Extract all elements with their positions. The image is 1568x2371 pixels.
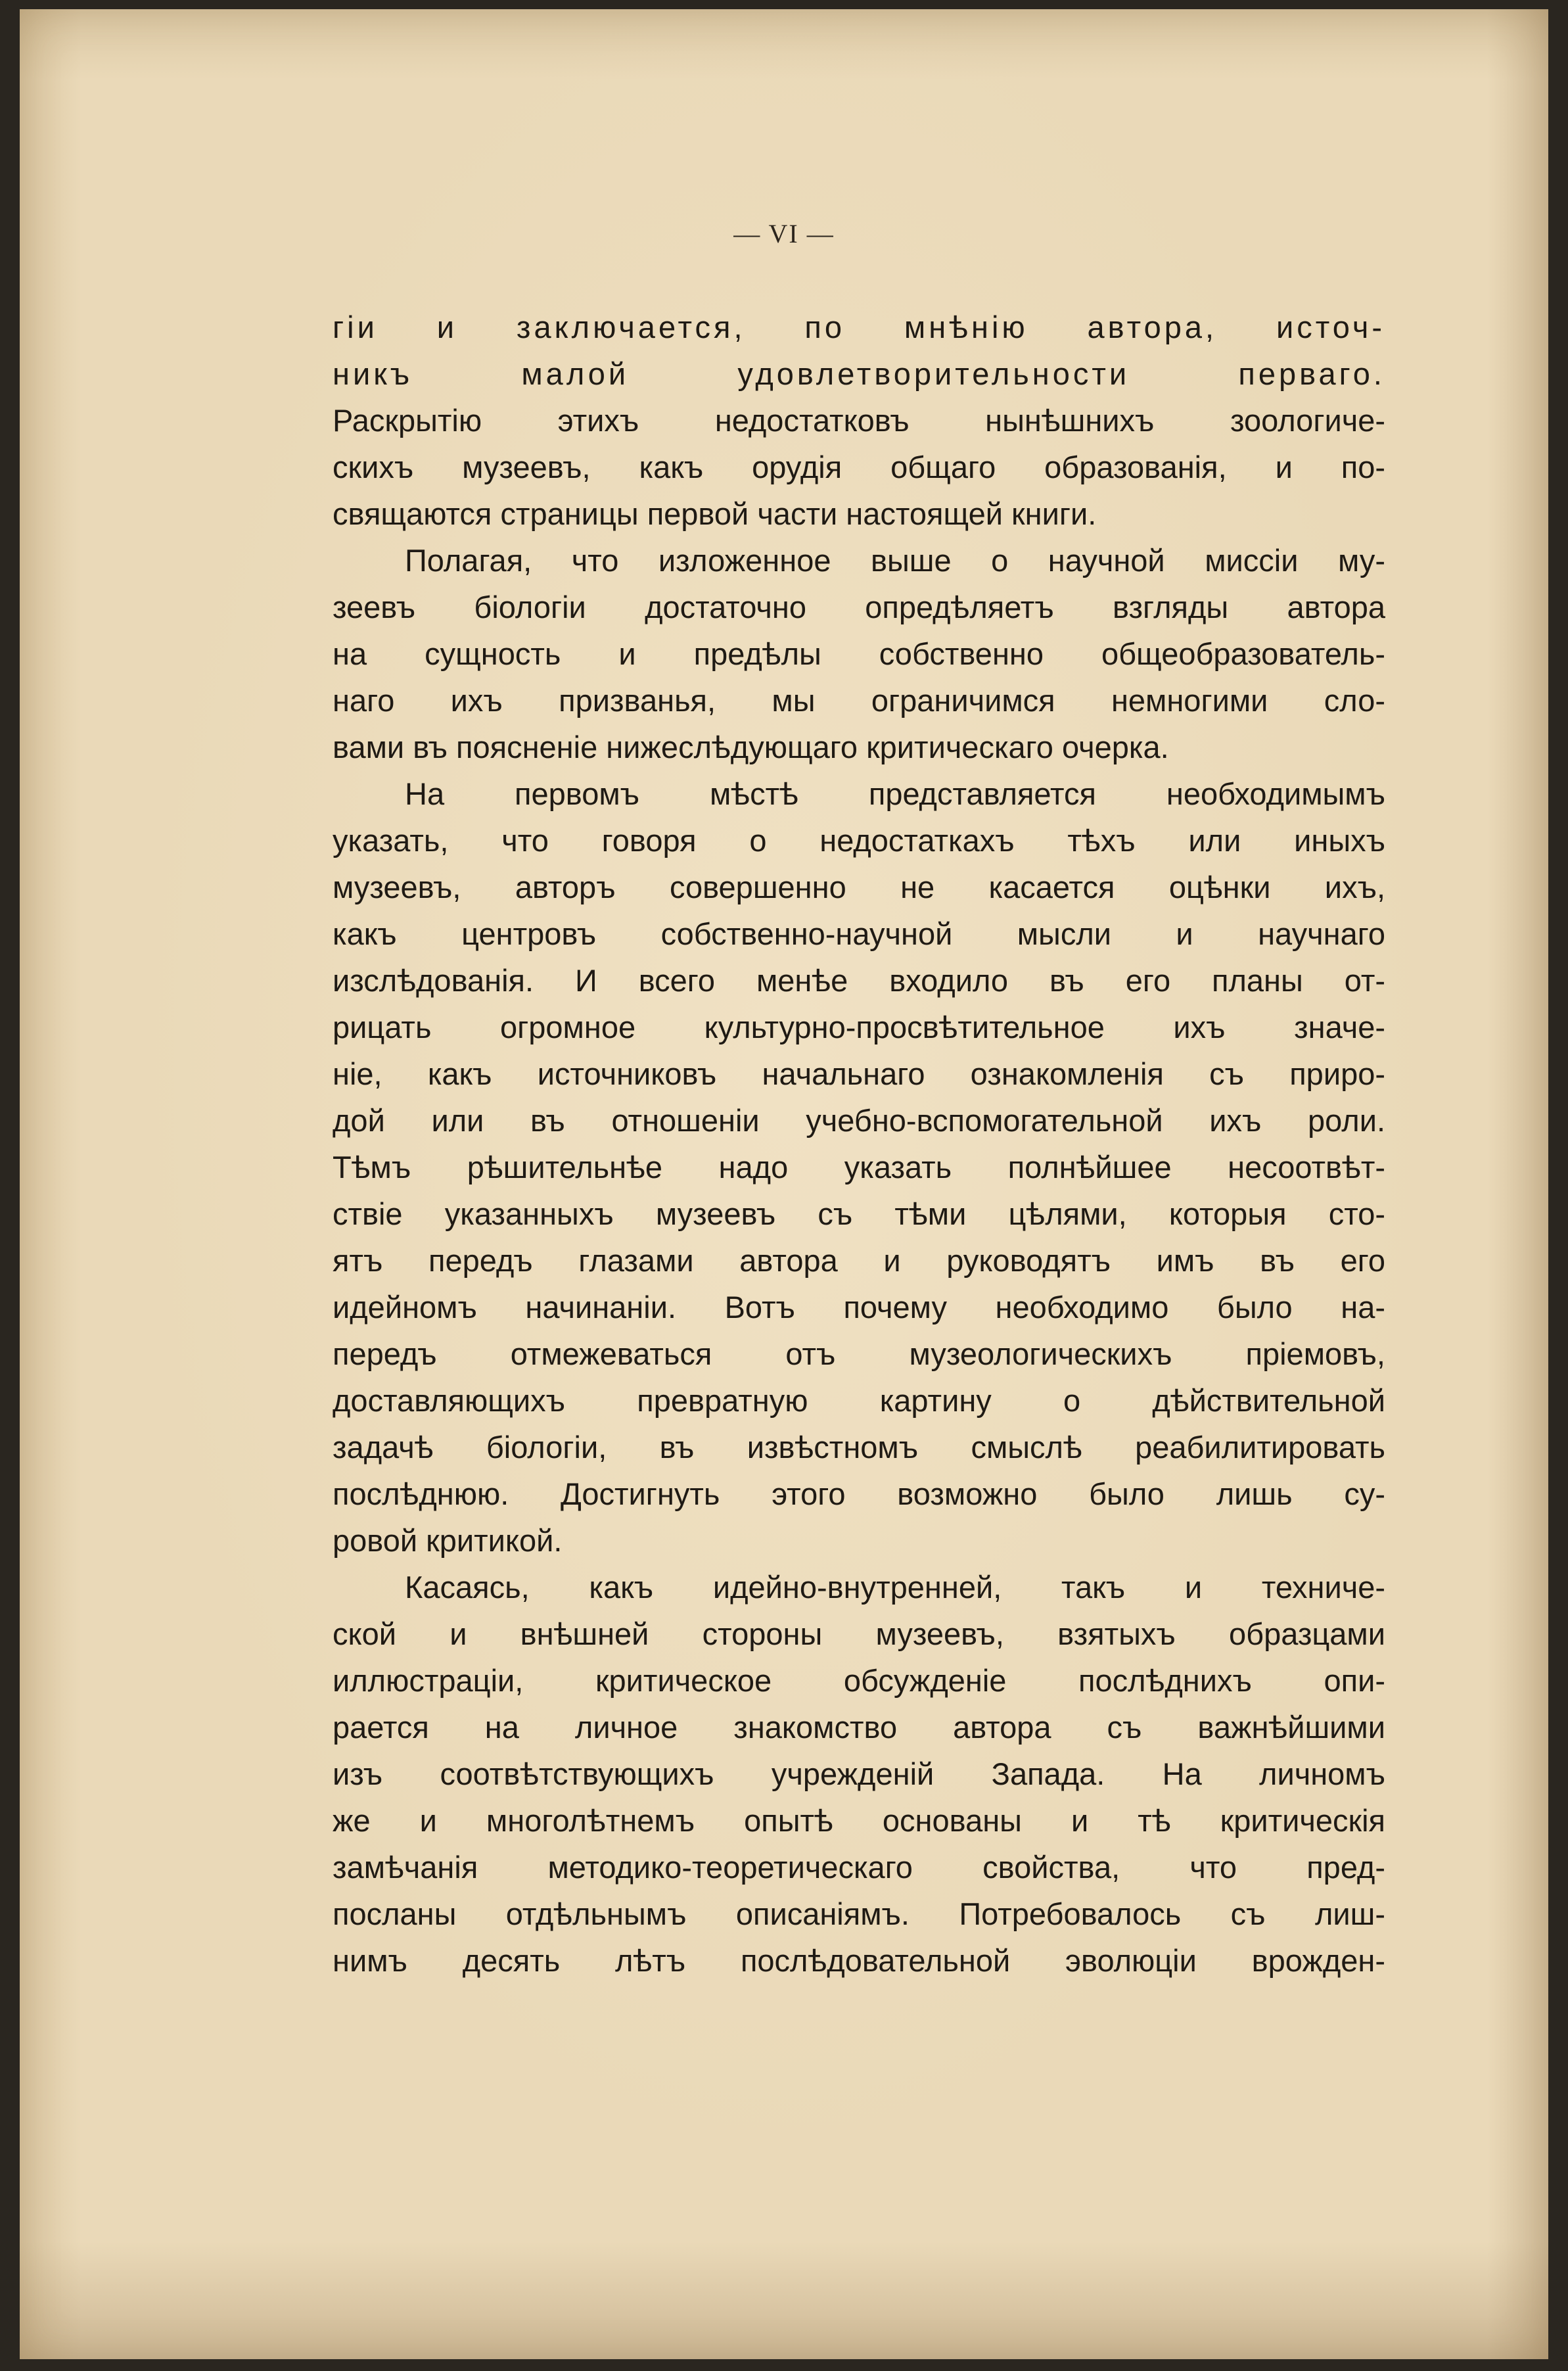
text-line: замѣчанія методико-теоретическаго свойства, что пред- <box>333 1850 1385 1885</box>
text-line: доставляющихъ превратную картину о дѣйствительной <box>333 1383 1385 1418</box>
text-line: ровой критикой. <box>333 1523 563 1558</box>
body-text <box>333 304 1385 1984</box>
text-line: музеевъ, авторъ совершенно не касается оцѣнки ихъ, <box>333 870 1385 904</box>
text-line: Тѣмъ рѣшительнѣе надо указать полнѣйшее несоотвѣт- <box>333 1150 1385 1185</box>
text-line: Касаясь, какъ идейно-внутренней, такъ и техниче- <box>405 1570 1385 1605</box>
text-line: какъ центровъ собственно-научной мысли и научнаго <box>333 916 1385 951</box>
text-line: передъ отмежеваться отъ музеологическихъ пріемовъ, <box>333 1336 1385 1371</box>
text-line: никъ малой удовлетворительности перваго. <box>333 356 1385 391</box>
text-line: ятъ передъ глазами автора и руководятъ имъ въ его <box>333 1243 1385 1278</box>
text-line: скихъ музеевъ, какъ орудія общаго образованія, и по- <box>333 450 1385 484</box>
text-line: На первомъ мѣстѣ представляется необходимымъ <box>405 776 1385 811</box>
text-line: рается на личное знакомство автора съ важнѣйшими <box>333 1710 1385 1745</box>
text-line: свящаются страницы первой части настоящей книги. <box>333 496 1097 531</box>
text-line: послѣднюю. Достигнуть этого возможно было лишь су- <box>333 1476 1385 1511</box>
text-line: нимъ десять лѣтъ послѣдовательной эволюціи врожден- <box>333 1943 1385 1978</box>
text-line: вами въ поясненіе нижеслѣдующаго критическаго очерка. <box>333 730 1169 764</box>
text-line: на сущность и предѣлы собственно общеобразователь- <box>333 636 1385 671</box>
text-line: ніе, какъ источниковъ начальнаго ознакомленія съ приро- <box>333 1056 1385 1091</box>
text-line: гіи и заключается, по мнѣнію автора, источ- <box>333 310 1385 344</box>
text-line: изслѣдованія. И всего менѣе входило въ его планы от- <box>333 963 1385 998</box>
text-line: дой или въ отношеніи учебно-вспомогательной ихъ роли. <box>333 1103 1385 1138</box>
text-line: Раскрытію этихъ недостатковъ нынѣшнихъ зоологиче- <box>333 403 1385 438</box>
text-line: зеевъ біологіи достаточно опредѣляетъ взгляды автора <box>333 590 1385 624</box>
text-line: идейномъ начинаніи. Вотъ почему необходимо было на- <box>333 1290 1385 1325</box>
text-line: указать, что говоря о недостаткахъ тѣхъ или иныхъ <box>333 823 1385 858</box>
text-line: Полагая, что изложенное выше о научной миссіи му- <box>405 543 1385 578</box>
text-line: рицать огромное культурно-просвѣтительное ихъ значе- <box>333 1010 1385 1045</box>
text-line: иллюстраціи, критическое обсужденіе послѣднихъ опи- <box>333 1663 1385 1698</box>
text-line: ской и внѣшней стороны музеевъ, взятыхъ образцами <box>333 1616 1385 1651</box>
text-line: изъ соотвѣтствующихъ учрежденій Запада. На личномъ <box>333 1756 1385 1791</box>
text-line: наго ихъ призванья, мы ограничимся немногими сло- <box>333 683 1385 718</box>
page-number: — VI — <box>733 219 835 248</box>
text-line: ствіе указанныхъ музеевъ съ тѣми цѣлями, которыя сто- <box>333 1196 1385 1231</box>
text-line: посланы отдѣльнымъ описаніямъ. Потребовалось съ лиш- <box>333 1896 1385 1931</box>
book-page <box>20 9 1548 2359</box>
text-line: задачѣ біологіи, въ извѣстномъ смыслѣ реабилитировать <box>333 1430 1385 1465</box>
text-line: же и многолѣтнемъ опытѣ основаны и тѣ критическія <box>333 1803 1385 1838</box>
